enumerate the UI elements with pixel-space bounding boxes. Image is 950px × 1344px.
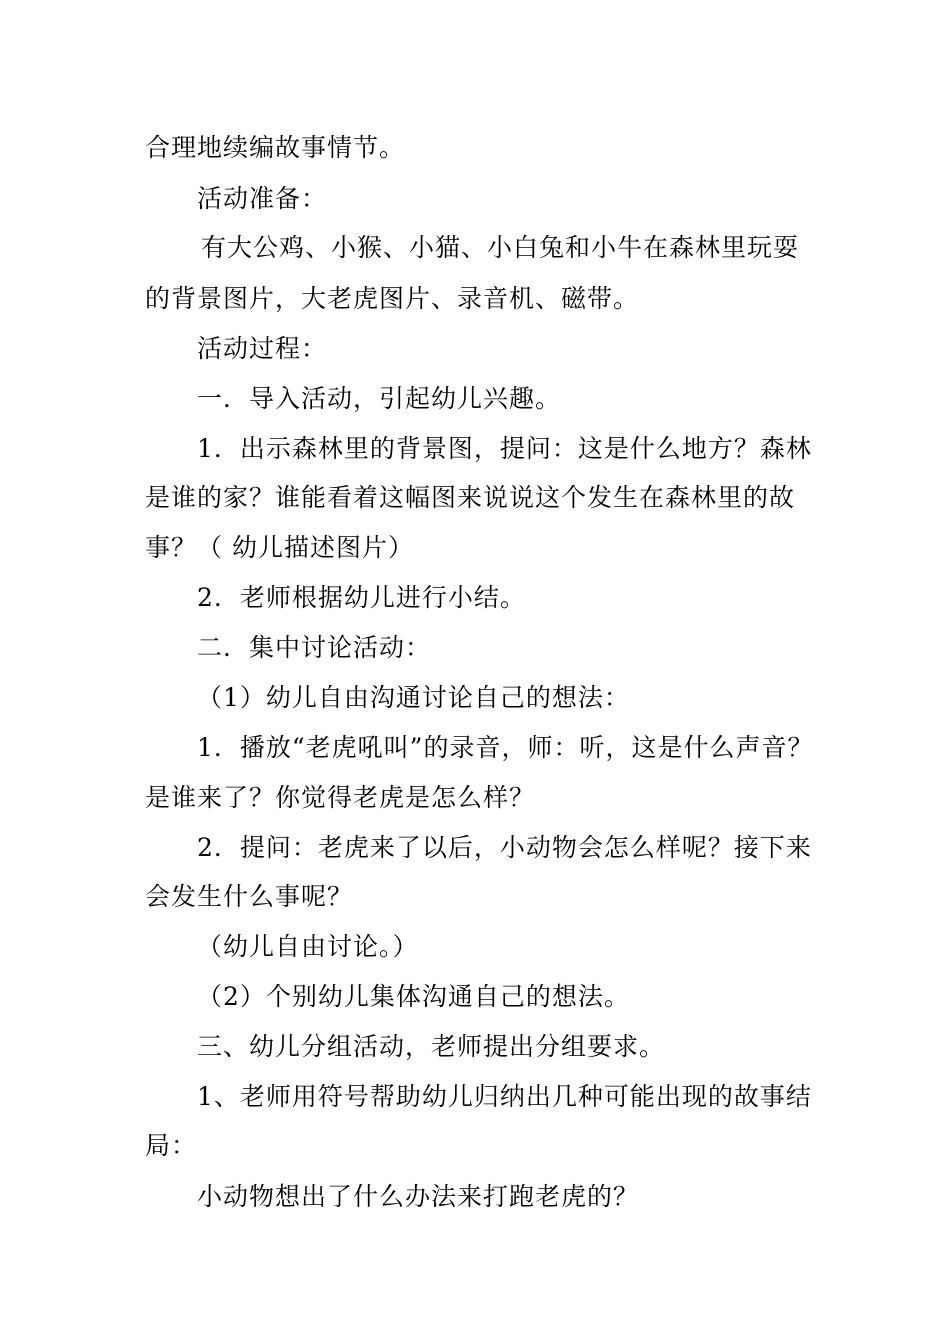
text-line: 是谁来了？你觉得老虎是怎么样？ xyxy=(145,783,536,812)
text-line: 三、幼儿分组活动，老师提出分组要求。 xyxy=(197,1032,666,1061)
text-line: 有大公鸡、小猴、小猫、小白兔和小牛在森林里玩耍 xyxy=(201,233,800,262)
text-line: 1．出示森林里的背景图，提问：这是什么地方？森林 xyxy=(197,434,812,463)
section-heading: 活动过程： xyxy=(197,334,328,363)
text-line: 二．集中讨论活动： xyxy=(197,633,432,662)
text-line: 1．播放“老虎吼叫”的录音，师：听，这是什么声音？ xyxy=(197,733,814,762)
text-line: 合理地续编故事情节。 xyxy=(145,133,406,162)
text-line: 会发生什么事呢？ xyxy=(145,882,354,911)
text-line: 小动物想出了什么办法来打跑老虎的？ xyxy=(197,1182,640,1211)
text-line: （1）幼儿自由沟通讨论自己的想法： xyxy=(197,683,630,712)
text-line: 是谁的家？谁能看着这幅图来说说这个发生在森林里的故 xyxy=(145,483,796,512)
text-line: 事？（ 幼儿描述图片） xyxy=(145,533,414,562)
text-line: 一．导入活动，引起幼儿兴趣。 xyxy=(197,384,562,413)
section-heading: 活动准备： xyxy=(197,184,328,213)
text-line: 局： xyxy=(145,1131,198,1160)
text-line: 1、老师用符号帮助幼儿归纳出几种可能出现的故事结 xyxy=(197,1082,812,1111)
text-line: 的背景图片，大老虎图片、录音机、磁带。 xyxy=(145,284,640,313)
text-line: （幼儿自由讨论。） xyxy=(197,932,419,961)
text-line: 2．提问：老虎来了以后，小动物会怎么样呢？接下来 xyxy=(197,833,812,862)
text-line: 2．老师根据幼儿进行小结。 xyxy=(197,583,526,612)
text-line: （2）个别幼儿集体沟通自己的想法。 xyxy=(197,982,630,1011)
